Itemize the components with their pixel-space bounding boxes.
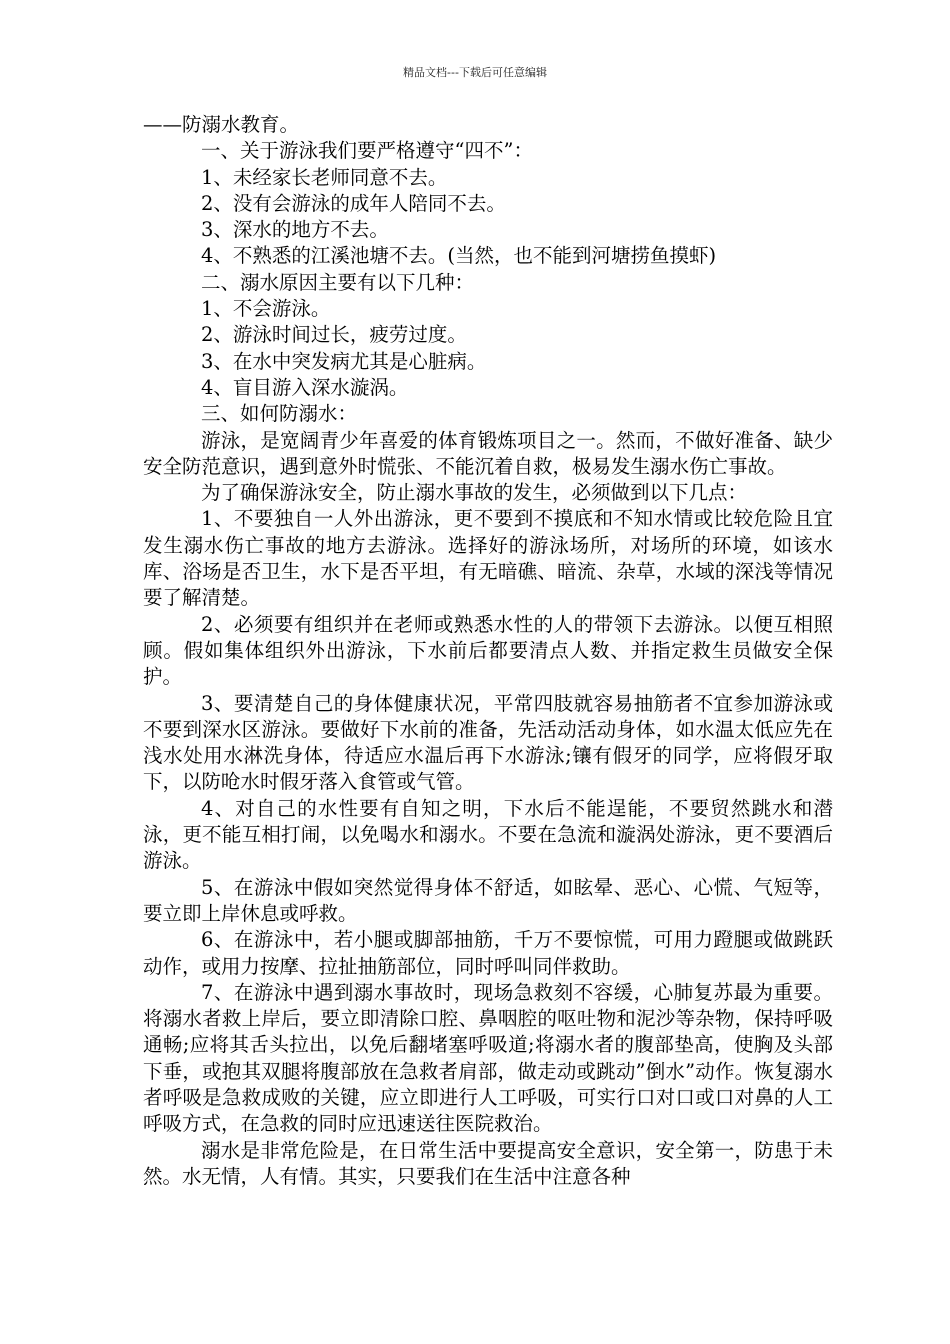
paragraph: 一、关于游泳我们要严格遵守“四不”： — [201, 139, 533, 163]
paragraph: 6、在游泳中，若小腿或脚部抽筋，千万不要惊慌，可用力蹬腿或做跳跃动作，或用力按摩、拉扯抽筋部位，同时呼叫同伴救助。 — [143, 928, 833, 978]
paragraph: 1、不要独自一人外出游泳，更不要到不摸底和不知水情或比较危险且宜发生溺水伤亡事故的地方去游泳。选择好的游泳场所，对场所的环境，如该水库、浴场是否卫生，水下是否平坦，有无暗礁、暗流、杂草，水域的深浅等情况要了解清楚。 — [143, 507, 833, 610]
paragraph: 4、不熟悉的江溪池塘不去。(当然，也不能到河塘捞鱼摸虾) — [201, 244, 717, 268]
paragraph: 4、对自己的水性要有自知之明，下水后不能逞能，不要贸然跳水和潜泳，更不能互相打闹，以免喝水和溺水。不要在急流和漩涡处游泳，更不要酒后游泳。 — [143, 796, 833, 873]
paragraph: 二、溺水原因主要有以下几种： — [201, 270, 475, 294]
paragraph: 5、在游泳中假如突然觉得身体不舒适，如眩晕、恶心、心慌、气短等，要立即上岸休息或呼救。 — [143, 875, 833, 925]
page-header: 精品文档---下载后可任意编辑 — [403, 66, 547, 79]
paragraph: 7、在游泳中遇到溺水事故时，现场急救刻不容缓，心肺复苏最为重要。将溺水者救上岸后，要立即清除口腔、鼻咽腔的呕吐物和泥沙等杂物，保持呼吸通畅;应将其舌头拉出，以免后翻堵塞呼吸道;将溺水者的腹部垫高，使胸及头部下垂，或抱其双腿将腹部放在急救者肩部，做走动或跳动”倒水”动作。恢复溺水者呼吸是急救成败的关键，应立即进行人工呼吸，可实行口对口或口对鼻的人工呼吸方式，在急救的同时应迅速送往医院救治。 — [143, 980, 833, 1136]
paragraph: 2、必须要有组织并在老师或熟悉水性的人的带领下去游泳。以便互相照顾。假如集体组织外出游泳，下水前后都要清点人数、并指定救生员做安全保护。 — [143, 612, 833, 689]
paragraph: 1、未经家长老师同意不去。 — [201, 165, 448, 189]
paragraph: 三、如何防溺水： — [201, 402, 358, 426]
paragraph: 1、不会游泳。 — [201, 297, 331, 321]
paragraph: 3、在水中突发病尤其是心脏病。 — [201, 349, 487, 373]
paragraph: 3、深水的地方不去。 — [201, 218, 389, 242]
paragraph: 4、盲目游入深水漩涡。 — [201, 375, 409, 399]
paragraph: 2、游泳时间过长，疲劳过度。 — [201, 323, 467, 347]
document-body — [143, 112, 833, 1190]
paragraph: 3、要清楚自己的身体健康状况，平常四肢就容易抽筋者不宜参加游泳或不要到深水区游泳。要做好下水前的准备，先活动活动身体，如水温太低应先在浅水处用水淋洗身体，待适应水温后再下水游泳;镶有假牙的同学，应将假牙取下，以防呛水时假牙落入食管或气管。 — [143, 691, 833, 794]
paragraph: 溺水是非常危险是，在日常生活中要提高安全意识，安全第一，防患于未然。水无情，人有情。其实，只要我们在生活中注意各种 — [143, 1138, 833, 1188]
paragraph: 为了确保游泳安全，防止溺水事故的发生，必须做到以下几点： — [201, 481, 748, 505]
paragraph: 2、没有会游泳的成年人陪同不去。 — [201, 191, 506, 215]
paragraph: 游泳，是宽阔青少年喜爱的体育锻炼项目之一。然而，不做好准备、缺少安全防范意识，遇到意外时慌张、不能沉着自救，极易发生溺水伤亡事故。 — [143, 428, 833, 478]
paragraph: ——防溺水教育。 — [143, 113, 300, 136]
